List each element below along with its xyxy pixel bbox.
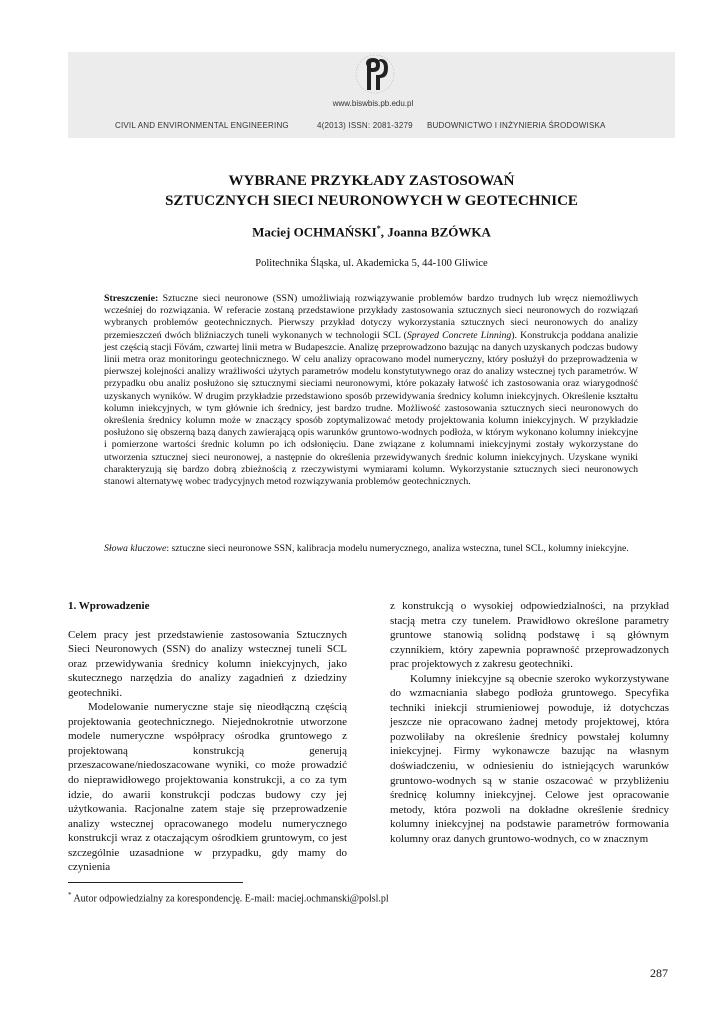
keywords-label: Słowa kluczowe [104,543,167,554]
keywords [104,543,638,555]
footnote [68,891,675,904]
keywords-text: : sztuczne sieci neuronowe SSN, kalibracja modelu numerycznego, analiza wsteczna, tunel SCL, kolumny iniekcyjne. [166,543,629,554]
paragraph-3: Kolumny iniekcyjne są obecnie szeroko wykorzystywane do wzmacniania słabego podłoża gruntowego. Specyfika techniki iniekcji strumieniowej powoduje, iż dotychczas jeszcze nie opracowano żadnej metody projektowej, która pozwoliłaby na określenie średnicy powstałej kolumny iniekcyjnej. Firmy wykonawcze bazując na własnym doświadczeniu, w odniesieniu do istniejących warunków gruntowo-wodnych są w stanie oszacować w przybliżeniu średnicę kolumny iniekcyjnej. Celowe jest opracowanie metody, która pozwoli na dokładne określenie średnicy kolumny iniekcyjnej na podstawie parametrów formowania kolumny oraz danych gruntowo-wodnych, co w znacznym [390,672,669,845]
university-logo-icon [345,52,405,100]
footnote-divider [68,882,243,883]
journal-name-polish: BUDOWNICTWO I INŻYNIERIA ŚRODOWISKA [427,121,606,130]
journal-issue: 4(2013) ISSN: 2081-3279 [317,121,413,130]
column-left [68,599,347,875]
title-line-1: WYBRANE PRZYKŁADY ZASTOSOWAŃ [228,173,515,189]
title-line-2: SZTUCZNYCH SIECI NEURONOWYCH W GEOTECHNICE [165,193,578,209]
footnote-mark: * [68,891,72,899]
author-separator: , [380,224,388,240]
abstract-text-b: ). Konstrukcja poddana analizie jest częścią stacji Fövám, czwartej linii metra w Budapeszcie. Analizę przeprowadzono bazując na danych uzyskanych podczas budowy linii metra oraz monitoringu geotechnicznego. W celu analizy opracowano model numeryczny, który posłużył do przeprowadzenia w pierwszej kolejności analizy wrażliwości użytych parametrów modelu konstytutywnego oraz do analizy wstecznej tych parametrów. W przypadku obu analiz posłużono się sztucznymi sieciami neuronowymi, które pokazały łatwość ich zastosowania oraz wiarygodność uzyskanych wyników. W drugim przykładzie przedstawiono sposób przewidywania średnicy kolumn iniekcyjnych. Określenie kształtu kolumn iniekcyjnych, w tym głównie ich średnicy, jest bardzo trudne. Możliwość zastosowania sztucznych sieci neuronowych do określenia średnicy kolumn może w znaczący sposób zoptymalizować metody projektowania kolumn iniekcyjnych. W przykładzie posłużono się obszerną bazą danych zawierającą opis warunków gruntowo-wodnych podłoża, w którym wykonano kolumny iniekcyjne i pomierzone wartości średnic kolumn po ich odsłonięciu. Dane związane z kolumnami iniekcyjnymi zostały wykorzystane do utworzenia sztucznej sieci neuronowej, a następnie do określenia przewidywanych średnic kolumn iniekcyjnych. Uzyskane wyniki charakteryzują się bardzo dobrą zbieżnością z rzeczywistymi wymiarami kolumn. Wykorzystanie sztucznych sieci neuronowych stanowi alternatywę wobec tradycyjnych metod rozwiązywania problemów geotechnicznych. [104,329,638,488]
section-heading: 1. Wprowadzenie [68,600,150,612]
page-number: 287 [650,966,668,980]
footnote-text: Autor odpowiedzialny za korespondencję. E-mail: maciej.ochmanski@polsl.pl [71,893,389,905]
abstract-label: Streszczenie: [104,293,159,304]
corresponding-author-mark: * [376,224,381,233]
author-bzowka: Joanna BZÓWKA [387,224,491,240]
abstract-text-a: Sztuczne sieci neuronowe (SSN) umożliwiają rozwiązywanie problemów bardzo trudnych lub wręcz niemożliwych wcześniej do rozwiązania. W referacie zostaną przedstawione przykłady zastosowania sztucznych sieci neuronowych do rozwiązań wybranych problemów geotechnicznych. Pierwszy przykład dotyczy wykorzystania sztucznych sieci neuronowych do analizy przemieszczeń dwóch bliźniaczych tuneli wykonanych w technologii SCL ( [104,293,638,341]
affiliation: Politechnika Śląska, ul. Akademicka 5, 44-100 Gliwice [255,258,488,269]
paper-title [68,171,675,211]
paragraph-2: Modelowanie numeryczne staje się nieodłączną częścią projektowania geotechnicznego. Niejednokrotnie utworzone modele numeryczne współpracy ośrodka gruntowego z projektowaną konstrukcją generują przeszacowane/niedoszacowane wyniki, co może prowadzić do nieprawidłowego projektowania konstrukcji, a co za tym idzie, do awarii konstrukcji podczas budowy czy jej użytkowania. Racjonalne zatem staje się przeprowadzenie analizy wstecznej opracowanego modelu numerycznego konstrukcji wraz z otaczającym ośrodkiem gruntowym, co jest szczególnie uzasadnione w przypadku, gdy mamy do czynienia [68,701,347,874]
author-list [68,224,675,240]
abstract-italic-term: Sprayed Concrete Linning [406,329,512,341]
column-right [390,599,669,846]
paragraph-1: Celem pracy jest przedstawienie zastosowania Sztucznych Sieci Neuronowych (SSN) do analizy wstecznej tuneli SCL oraz przewidywania średnicy kolumn iniekcyjnych, jako skutecznego narzędzia do analizy zagadnień z dziedziny geotechniki. [68,628,347,699]
abstract [104,293,638,488]
author-ochmanski: Maciej OCHMAŃSKI [252,224,377,240]
journal-name-english: CIVIL AND ENVIRONMENTAL ENGINEERING [115,121,289,130]
journal-url[interactable]: www.biswbis.pb.edu.pl [332,99,414,108]
paragraph-2-continued: z konstrukcją o wysokiej odpowiedzialności, na przykład stacją metra czy tunelem. Prawidłowo określone parametry gruntowe stanowią solidną podstawę i są głównym czynnikiem, który zapewnia poprawność przeprowadzonych prac projektowych z zakresu geotechniki. [390,600,669,671]
